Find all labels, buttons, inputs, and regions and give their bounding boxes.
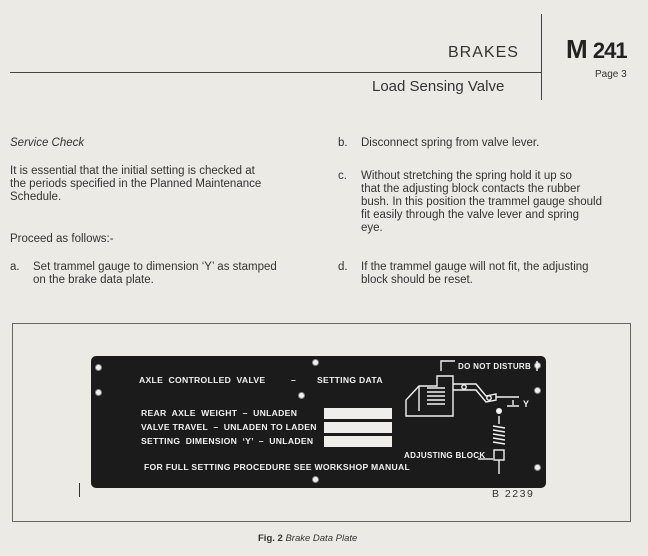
plate-row-valve-travel: VALVE TRAVEL – UNLADEN TO LADEN [141, 422, 317, 432]
service-check-heading: Service Check [10, 137, 85, 149]
step-a-line: Set trammel gauge to dimension ‘Y’ as stamped [33, 261, 277, 273]
adjusting-block-icon [494, 450, 504, 460]
plate-title-dash: – [291, 375, 297, 385]
figure-id: B 2239 [492, 488, 535, 500]
step-a-line: on the brake data plate. [33, 274, 154, 286]
step-a [10, 261, 330, 287]
step-c-line: fit easily through the valve lever and spring [361, 209, 579, 221]
intro-line: Schedule. [10, 191, 62, 203]
figure-caption-title: Brake Data Plate [285, 533, 358, 544]
plate-row-setting-dimension: SETTING DIMENSION ‘Y’ – UNLADEN [141, 436, 314, 446]
step-a-label: a. [10, 261, 20, 273]
step-d [338, 261, 638, 287]
step-c [338, 170, 638, 235]
header-rule [10, 72, 542, 73]
step-c-line: eye. [361, 222, 383, 234]
step-b-line: Disconnect spring from valve lever. [361, 137, 540, 149]
step-c-line: Without stretching the spring hold it up so [361, 170, 572, 182]
do-not-disturb-bracket [441, 361, 537, 371]
step-c-line: bush. In this position the trammel gauge should [361, 196, 603, 208]
plate-title-right: SETTING DATA [317, 375, 383, 385]
valve-diagram [91, 356, 546, 488]
step-c-line: that the adjusting block contacts the rubber [361, 183, 581, 195]
dimension-y-line [496, 397, 519, 406]
valve-lever [453, 384, 496, 402]
brake-data-plate [91, 356, 546, 488]
page-number: Page 3 [595, 69, 627, 80]
figure-caption [258, 533, 357, 544]
intro-paragraph [10, 165, 261, 204]
figure-caption-label: Fig. 2 [258, 533, 283, 544]
manual-reference [566, 34, 627, 65]
step-d-label: d. [338, 261, 348, 273]
plate-title-left: AXLE CONTROLLED VALVE [139, 375, 266, 385]
dimension-y-label: Y [523, 399, 530, 409]
plate-row-rear-axle-weight: REAR AXLE WEIGHT – UNLADEN [141, 408, 298, 418]
step-c-label: c. [338, 170, 347, 182]
intro-line: the periods specified in the Planned Maintenance [10, 178, 262, 190]
valve-diagram-drawing [406, 361, 537, 474]
manual-prefix: M [566, 34, 587, 64]
lever-end-icon [487, 396, 491, 400]
step-d-line: block should be reset. [361, 274, 473, 286]
intro-line: It is essential that the initial setting is checked at [10, 165, 255, 177]
step-b [338, 137, 638, 150]
plate-adjusting-block: ADJUSTING BLOCK [404, 451, 486, 460]
plate-do-not-disturb: DO NOT DISTURB [458, 362, 532, 371]
valve-spring-icon [427, 388, 445, 404]
valve-lever-eye-icon [496, 408, 502, 414]
plate-footer: FOR FULL SETTING PROCEDURE SEE WORKSHOP MANUAL [144, 462, 411, 472]
return-spring-icon [493, 426, 505, 444]
proceed-text: Proceed as follows:- [10, 233, 114, 245]
step-b-label: b. [338, 137, 348, 149]
lever-pivot-icon [462, 385, 466, 389]
manual-number: 241 [592, 38, 627, 63]
section-title: BRAKES [448, 44, 519, 61]
section-subtitle: Load Sensing Valve [372, 78, 505, 95]
step-d-line: If the trammel gauge will not fit, the adjusting [361, 261, 589, 273]
figure-tick-mark [79, 483, 80, 497]
header-vertical-rule [541, 14, 542, 100]
